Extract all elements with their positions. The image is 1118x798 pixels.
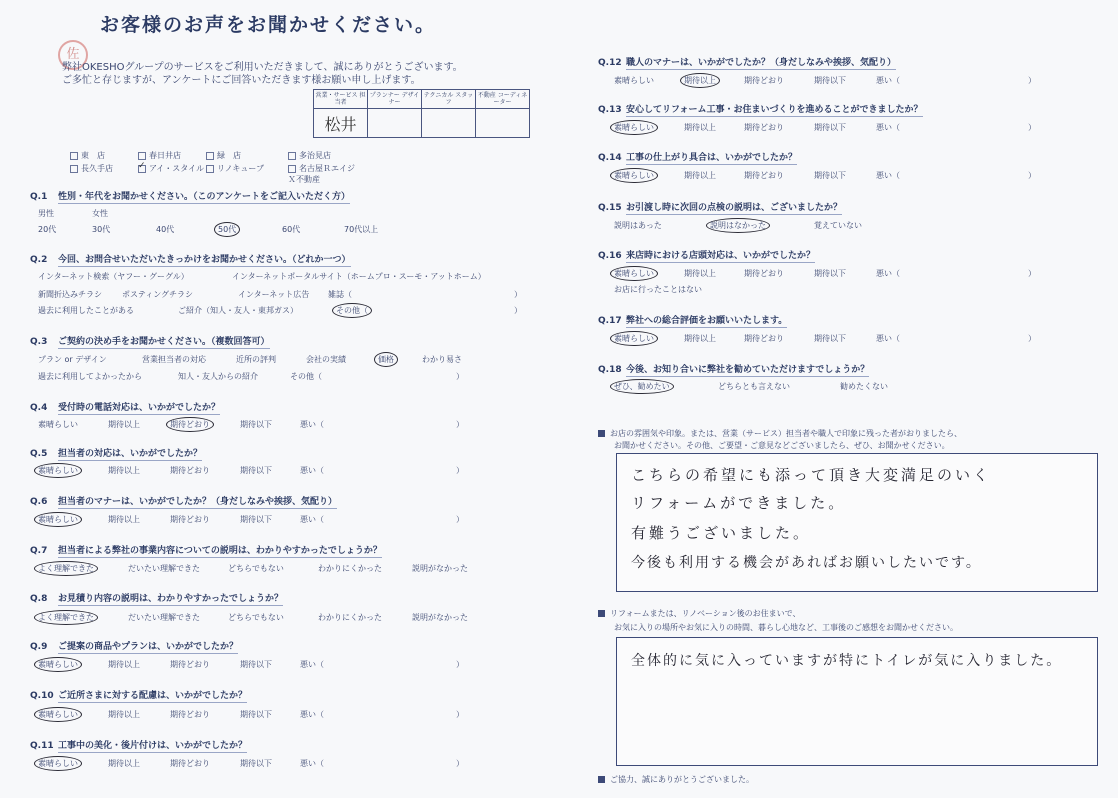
comment1-handwriting: リフォームができました。	[631, 494, 847, 512]
question-15: Q.15 お引渡し時に次回の点検の説明は、ございましたか？	[598, 203, 843, 213]
question-2: Q.2 今回、お問合せいただいたきっかけをお聞かせください。（どれか一つ）	[30, 255, 351, 265]
selected-answer: 期待どおり	[166, 417, 214, 432]
comment2-box[interactable]	[616, 637, 1098, 766]
comment2-heading-2: お気に入りの場所やお気に入りの時間、暮らし心地など、工事後のご感想をお聞かせください。	[614, 623, 958, 632]
staff-header: テクニカル スタッフ	[422, 90, 476, 109]
question-4: Q.4 受付時の電話対応は、いかがでしたか？	[30, 403, 221, 413]
selected-answer: ぜひ、勧めたい	[610, 379, 674, 394]
comment1-box[interactable]	[616, 453, 1098, 592]
selected-answer: 素晴らしい	[34, 756, 82, 771]
comment1-handwriting: 有難うございました。	[631, 524, 812, 542]
selected-answer: 素晴らしい	[34, 512, 82, 527]
selected-answer: よく理解できた	[34, 561, 98, 576]
selected-answer: 素晴らしい	[610, 331, 658, 346]
selected-answer: 素晴らしい	[34, 463, 82, 478]
selected-answer: よく理解できた	[34, 610, 98, 625]
comment2-heading: リフォームまたは、リノベーション後のお住まいで、	[598, 608, 800, 619]
question-16: Q.16 来店時における店頭対応は、いかがでしたか？	[598, 251, 816, 261]
question-6: Q.6 担当者のマナーは、いかがでしたか？（身だしなみや挨拶、気配り）	[30, 497, 338, 507]
selected-answer: 説明はなかった	[706, 218, 770, 233]
question-12: Q.12 職人のマナーは、いかがでしたか？（身だしなみや挨拶、気配り）	[598, 58, 897, 68]
question-17: Q.17 弊社への総合評価をお願いいたします。	[598, 316, 788, 326]
selected-answer: その他（	[332, 303, 372, 318]
question-18: Q.18 今後、お知り合いに弊社を勧めていただけますでしょうか？	[598, 365, 870, 375]
page-title: お客様のお声をお聞かせください。	[100, 14, 437, 36]
selected-answer: 期待以上	[680, 73, 720, 88]
comment1-heading: お店の雰囲気や印象。または、営業（サービス）担当者や職人で印象に残った者がおりましたら、	[598, 428, 962, 439]
staff-table	[313, 89, 530, 138]
question-10: Q.10 ご近所さまに対する配慮は、いかがでしたか？	[30, 691, 248, 701]
comment1-heading-2: お聞かせください。その他、ご要望・ご意見などございましたら、ぜひ、お聞かせください。	[614, 441, 950, 450]
store-option[interactable]: リノキューブ	[206, 163, 288, 185]
intro-text-1: 弊社OKESHOグループのサービスをご利用いただきまして、誠にありがとうございます。	[62, 62, 463, 73]
staff-cell	[368, 109, 422, 138]
selected-answer: 素晴らしい	[610, 266, 658, 281]
store-option-checked[interactable]: ✓ アイ・スタイル	[138, 163, 206, 185]
question-7: Q.7 担当者による弊社の事業内容についての説明は、わかりやすかったでしょうか？	[30, 546, 382, 556]
staff-header: 営業・サービス 担当者	[314, 90, 368, 109]
store-checkboxes	[70, 150, 356, 187]
selected-answer: 素晴らしい	[610, 168, 658, 183]
question-13: Q.13 安心してリフォーム工事・お住まいづくりを進めることができましたか？	[598, 105, 923, 115]
question-9: Q.9 ご提案の商品やプランは、いかがでしたか？	[30, 642, 239, 652]
question-8: Q.8 お見積り内容の説明は、わかりやすかったでしょうか？	[30, 594, 284, 604]
selected-answer: 価格	[374, 352, 398, 367]
question-5: Q.5 担当者の対応は、いかがでしたか？	[30, 449, 203, 459]
question-11: Q.11 工事中の美化・後片付けは、いかがでしたか？	[30, 741, 248, 751]
question-3: Q.3 ご契約の決め手をお聞かせください。（複数回答可）	[30, 337, 270, 347]
store-option[interactable]: 名古屋ＲエイジＸ不動産	[288, 164, 355, 184]
survey-page: お客様のお声をお聞かせください。 佐 弊社OKESHOグループのサービスをご利用いただきまして、誠にありがとうございます。 ご多忙と存じますが、アンケートにご回答いただきます様お願い申し上げます。 営業・サービス 担当者 プランナー デザイナー テクニカル スタッフ 不動産 コーディネーター 松井 東 店 春日井店 緑 店 多治見店 長久手店 ✓ アイ・スタイル リノキューブ 名古屋ＲエイジＸ不動産 Q.1 性別・年代をお聞かせください。（このアンケートをご記入いただく方） 男性 女性 20代 30代 40代 50代 60代 70代以上 Q.2 今回、お問合せいただいたきっかけをお聞かせください。（どれか一つ） インターネット検索（ヤフー・グーグル） インターネットポータルサイト（ホームプロ・スーモ・アットホーム） 新聞折込みチラシ ポスティングチラシ インターネット広告 雑誌（ ） 過去に利用したことがある ご紹介（知人・友人・東邦ガス） その他（ ） Q.3 ご契約の決め手をお聞かせください。（複数回答可） プラン or デザイン 営業担当者の対応 近所の評判 会社の実績 価格 わかり易さ 過去に利用してよかったから 知人・友人からの紹介 その他（ ） Q.4 受付時の電話対応は、いかがでしたか？ 素晴らしい 期待以上 期待どおり 期待以下 悪い（ ） Q.5 担当者の対応は、いかがでしたか？ 素晴らしい 期待以上 期待どおり 期待以下 悪い（ ） Q.6 担当者のマナーは、いかがでしたか？（身だしなみや挨拶、気配り） 素晴らしい 期待以上 期待どおり 期待以下 悪い（ ） Q.7 担当者による弊社の事業内容についての説明は、わかりやすかったでしょうか？ よく理解できた だいたい理解できた どちらでもない わかりにくかった 説明がなかった Q.8 お見積り内容の説明は、わかりやすかったでしょうか？ よく理解できた だいたい理解できた どちらでもない わかりにくかった 説明がなかった Q.9 ご提案の商品やプランは、いかがでしたか？ 素晴らしい 期待以上 期待どおり 期待以下 悪い（ ） Q.10 ご近所さまに対する配慮は、いかがでしたか？ 素晴らしい 期待以上 期待どおり 期待以下 悪い（ ） Q.11 工事中の美化・後片付けは、いかがでしたか？ 素晴らしい 期待以上 期待どおり 期待以下 悪い（ ） Q.12 職人のマナーは、いかがでしたか？（身だしなみや挨拶、気配り） 素晴らしい 期待以上 期待どおり 期待以下 悪い（ ） Q.13 安心してリフォーム工事・お住まいづくりを進めることができましたか？ 素晴らしい 期待以上 期待どおり 期待以下 悪い（ ） Q.14 工事の仕上がり具合は、いかがでしたか？ 素晴らしい 期待以上 期待どおり 期待以下 悪い（ ） Q.15 お引渡し時に次回の点検の説明は、ございましたか？ 説明はあった 説明はなかった 覚えていない Q.16 来店時における店頭対応は、いかがでしたか？ 素晴らしい 期待以上 期待どおり 期待以下 悪い（ ） お店に行ったことはない Q.17 弊社への総合評価をお願いいたします。 素晴らしい 期待以上 期待どおり 期待以下 悪い（ ） Q.18 今後、お知り合いに弊社を勧めていただけますでしょうか？ ぜひ、勧めたい どちらとも言えない 勧めたくない お店の雰囲気や印象。または、営業（サービス）担当者や職人で印象に残った者がおりましたら、 お聞かせください。その他、ご要望・ご意見などございましたら、ぜひ、お聞かせください。 こちらの希望にも添って頂き大変満足のいく リフォームができました。 有難うございました。 今後も利用する機会があればお願いしたいです。 リフォームまたは、リノベーション後のお住まいで、 お気に入りの場所やお気に入りの時間、暮らし心地など、工事後のご感想をお聞かせください。 全体的に気に入っていますが特にトイレが気に入りました。 ご協力、誠にありがとうございました。	[0, 0, 1118, 798]
store-option[interactable]: 長久手店	[70, 163, 138, 185]
selected-answer: 素晴らしい	[34, 657, 82, 672]
staff-cell	[476, 109, 530, 138]
comment1-handwriting: こちらの希望にも添って頂き大変満足のいく	[631, 466, 992, 484]
question-14: Q.14 工事の仕上がり具合は、いかがでしたか？	[598, 153, 798, 163]
staff-header: 不動産 コーディネーター	[476, 90, 530, 109]
selected-answer: 素晴らしい	[34, 707, 82, 722]
store-option[interactable]: 春日井店	[138, 150, 206, 161]
selected-answer: 50代	[214, 222, 240, 237]
comment2-handwriting: 全体的に気に入っていますが特にトイレが気に入りました。	[631, 653, 1063, 669]
staff-signature: 松井	[314, 109, 368, 138]
company-seal: 佐	[58, 40, 88, 70]
store-option[interactable]: 東 店	[70, 150, 138, 161]
store-option[interactable]: 緑 店	[206, 150, 288, 161]
comment1-handwriting: 今後も利用する機会があればお願いしたいです。	[631, 555, 982, 571]
selected-answer: 素晴らしい	[610, 120, 658, 135]
question-1: Q.1 性別・年代をお聞かせください。（このアンケートをご記入いただく方）	[30, 192, 350, 202]
intro-text-2: ご多忙と存じますが、アンケートにご回答いただきます様お願い申し上げます。	[62, 75, 421, 86]
store-option[interactable]: 多治見店	[288, 150, 356, 161]
footer-thanks: ご協力、誠にありがとうございました。	[598, 774, 754, 785]
staff-header: プランナー デザイナー	[368, 90, 422, 109]
staff-cell	[422, 109, 476, 138]
